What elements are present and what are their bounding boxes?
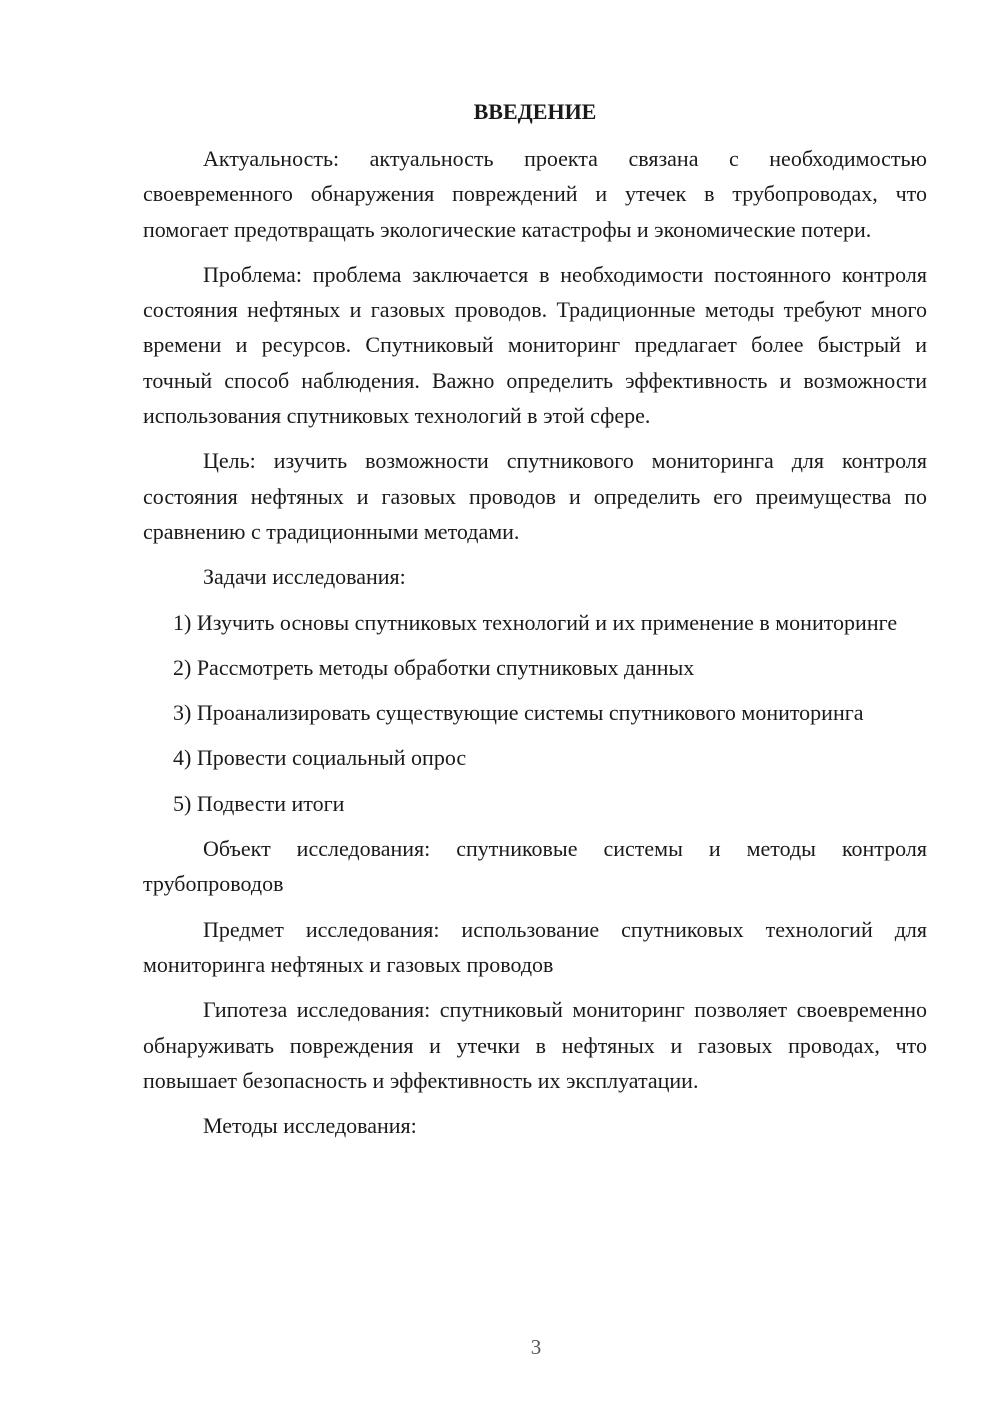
page-number: 3 <box>530 1335 542 1359</box>
paragraph-problem: Проблема: проблема заключается в необходимости постоянного контроля состояния нефтяных и газовых проводов. Традиционные методы требуют много времени и ресурсов. Спутниковый мониторинг предлагает более быстрый и точный способ наблюдения. Важно определить эффективность и возможности использования спутниковых технологий в этой сфере. <box>143 261 927 429</box>
paragraph-hypothesis: Гипотеза исследования: спутниковый мониторинг позволяет своевременно обнаруживать повреждения и утечки в нефтяных и газовых проводах, что повышает безопасность и эффективность их эксплуатации. <box>143 997 927 1093</box>
section-title: ВВЕДЕНИЕ <box>473 99 597 124</box>
paragraph-goal: Цель: изучить возможности спутникового мониторинга для контроля состояния нефтяных и газовых проводов и определить его преимущества по сравнению с традиционными методами. <box>143 448 927 544</box>
paragraph-object: Объект исследования: спутниковые системы и методы контроля трубопроводов <box>143 836 927 897</box>
paragraph-methods-heading: Методы исследования: <box>203 1113 417 1139</box>
body-text <box>143 141 927 1153</box>
paragraph-relevance: Актуальность: актуальность проекта связана с необходимостью своевременного обнаружения повреждений и утечек в трубопроводах, что помогает предотвращать экологические катастрофы и экономические потери. <box>143 146 927 242</box>
paragraph-subject: Предмет исследования: использование спутниковых технологий для мониторинга нефтяных и газовых проводов <box>143 916 927 977</box>
task-item-1: 1) Изучить основы спутниковых технологий и их применение в мониторинге <box>173 609 898 635</box>
task-item-3: 3) Проанализировать существующие системы спутникового мониторинга <box>173 700 864 726</box>
task-item-4: 4) Провести социальный опрос <box>173 745 467 771</box>
task-item-2: 2) Рассмотреть методы обработки спутниковых данных <box>173 654 695 680</box>
paragraph-tasks-heading: Задачи исследования: <box>203 564 406 590</box>
task-item-5: 5) Подвести итоги <box>173 790 345 816</box>
